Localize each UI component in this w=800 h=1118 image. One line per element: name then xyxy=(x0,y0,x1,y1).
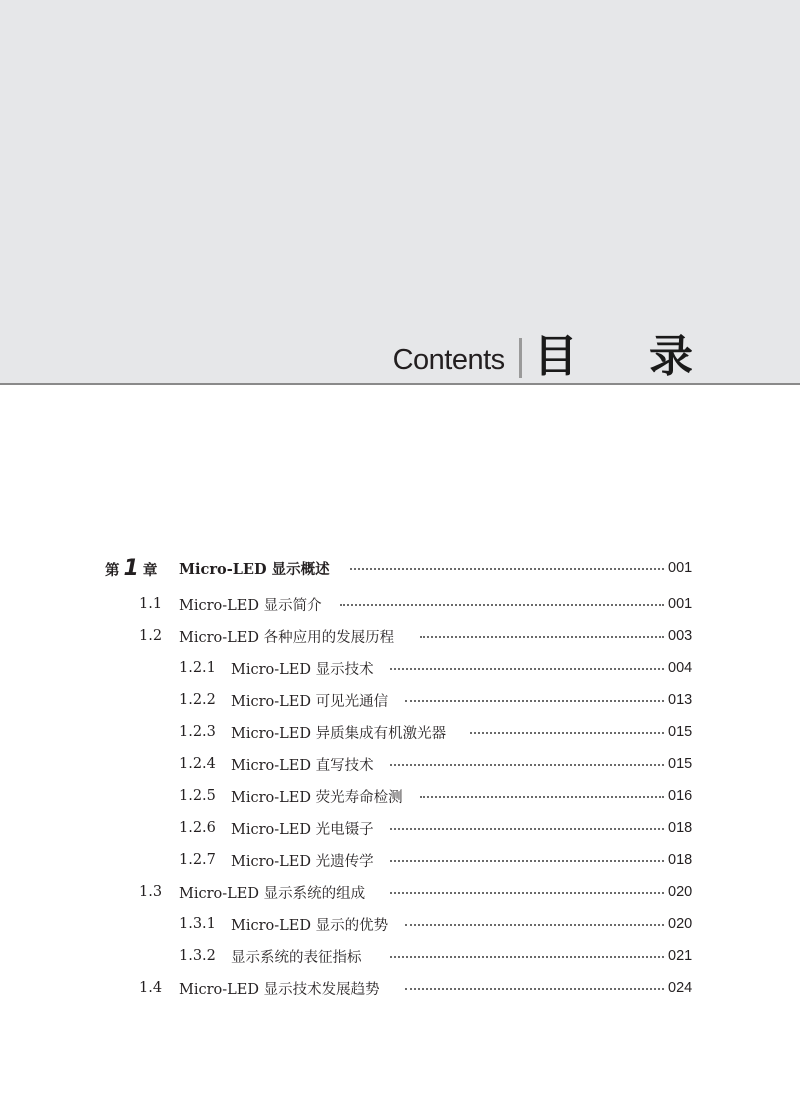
section-number: 1.2 xyxy=(139,628,163,644)
dot-leader xyxy=(340,589,664,619)
title-separator xyxy=(519,338,522,378)
page-number: 015 xyxy=(668,756,693,772)
toc-chapter-row[interactable] xyxy=(0,553,800,583)
page-number: 015 xyxy=(668,724,693,740)
toc-entry[interactable] xyxy=(0,621,800,651)
page-number: 021 xyxy=(668,948,693,964)
header-band xyxy=(0,0,800,383)
section-number: 1.2.1 xyxy=(179,660,216,676)
section-title: Micro-LED 显示技术发展趋势 xyxy=(179,978,388,999)
toc-entry[interactable] xyxy=(0,877,800,907)
toc-entry[interactable] xyxy=(0,589,800,619)
contents-heading xyxy=(392,330,721,382)
dot-leader xyxy=(420,621,664,651)
dot-leader xyxy=(405,973,664,1003)
dot-leader xyxy=(470,717,664,747)
contents-title-en: Contents xyxy=(392,344,505,376)
section-title: Micro-LED 荧光寿命检测 xyxy=(231,786,411,807)
section-number: 1.2.7 xyxy=(179,852,216,868)
header-divider xyxy=(0,383,800,385)
section-number: 1.1 xyxy=(139,596,163,612)
toc-entry[interactable] xyxy=(0,909,800,939)
section-title: Micro-LED 各种应用的发展历程 xyxy=(179,626,402,647)
dot-leader xyxy=(350,553,664,583)
chapter-number xyxy=(105,556,157,581)
page-number: 024 xyxy=(668,980,693,996)
section-title: Micro-LED 直写技术 xyxy=(231,754,382,775)
section-title: Micro-LED 显示技术 xyxy=(231,658,382,679)
section-number: 1.4 xyxy=(139,980,163,996)
toc-entry[interactable] xyxy=(0,973,800,1003)
chapter-prefix: 第 xyxy=(105,562,120,579)
page-number: 018 xyxy=(668,852,693,868)
dot-leader xyxy=(390,877,664,907)
section-number: 1.2.3 xyxy=(179,724,216,740)
section-title: Micro-LED 光遗传学 xyxy=(231,850,382,871)
page-number: 020 xyxy=(668,916,693,932)
section-number: 1.2.2 xyxy=(179,692,216,708)
chapter-title: Micro-LED 显示概述 xyxy=(179,558,338,579)
section-number: 1.2.4 xyxy=(179,756,216,772)
dot-leader xyxy=(390,941,664,971)
page-number: 003 xyxy=(668,628,693,644)
dot-leader xyxy=(405,685,664,715)
dot-leader xyxy=(420,781,664,811)
toc-entry[interactable] xyxy=(0,781,800,811)
toc-entry[interactable] xyxy=(0,685,800,715)
section-title: Micro-LED 显示的优势 xyxy=(231,914,396,935)
section-number: 1.2.5 xyxy=(179,788,216,804)
section-number: 1.3 xyxy=(139,884,163,900)
section-number: 1.3.1 xyxy=(179,916,216,932)
section-number: 1.3.2 xyxy=(179,948,216,964)
toc-entry[interactable] xyxy=(0,845,800,875)
toc-entry[interactable] xyxy=(0,813,800,843)
page-number: 013 xyxy=(668,692,693,708)
contents-title-zh: 目 录 xyxy=(533,331,721,382)
section-number: 1.2.6 xyxy=(179,820,216,836)
page-number: 001 xyxy=(668,596,693,612)
page-number: 018 xyxy=(668,820,693,836)
chapter-suffix: 章 xyxy=(142,562,158,579)
toc-entry[interactable] xyxy=(0,717,800,747)
section-title: 显示系统的表征指标 xyxy=(231,946,370,967)
section-title: Micro-LED 可见光通信 xyxy=(231,690,396,711)
section-title: Micro-LED 显示系统的组成 xyxy=(179,882,373,903)
section-title: Micro-LED 异质集成有机激光器 xyxy=(231,722,454,743)
toc-entry[interactable] xyxy=(0,941,800,971)
page-number: 020 xyxy=(668,884,693,900)
dot-leader xyxy=(390,653,664,683)
dot-leader xyxy=(390,813,664,843)
page-number: 001 xyxy=(668,560,693,576)
dot-leader xyxy=(390,845,664,875)
chapter-digit: 1 xyxy=(123,555,139,581)
section-title: Micro-LED 光电镊子 xyxy=(231,818,382,839)
page-number: 016 xyxy=(668,788,693,804)
toc-entry[interactable] xyxy=(0,653,800,683)
page-number: 004 xyxy=(668,660,693,676)
section-title: Micro-LED 显示简介 xyxy=(179,594,330,615)
toc-entry[interactable] xyxy=(0,749,800,779)
dot-leader xyxy=(390,749,664,779)
dot-leader xyxy=(405,909,664,939)
